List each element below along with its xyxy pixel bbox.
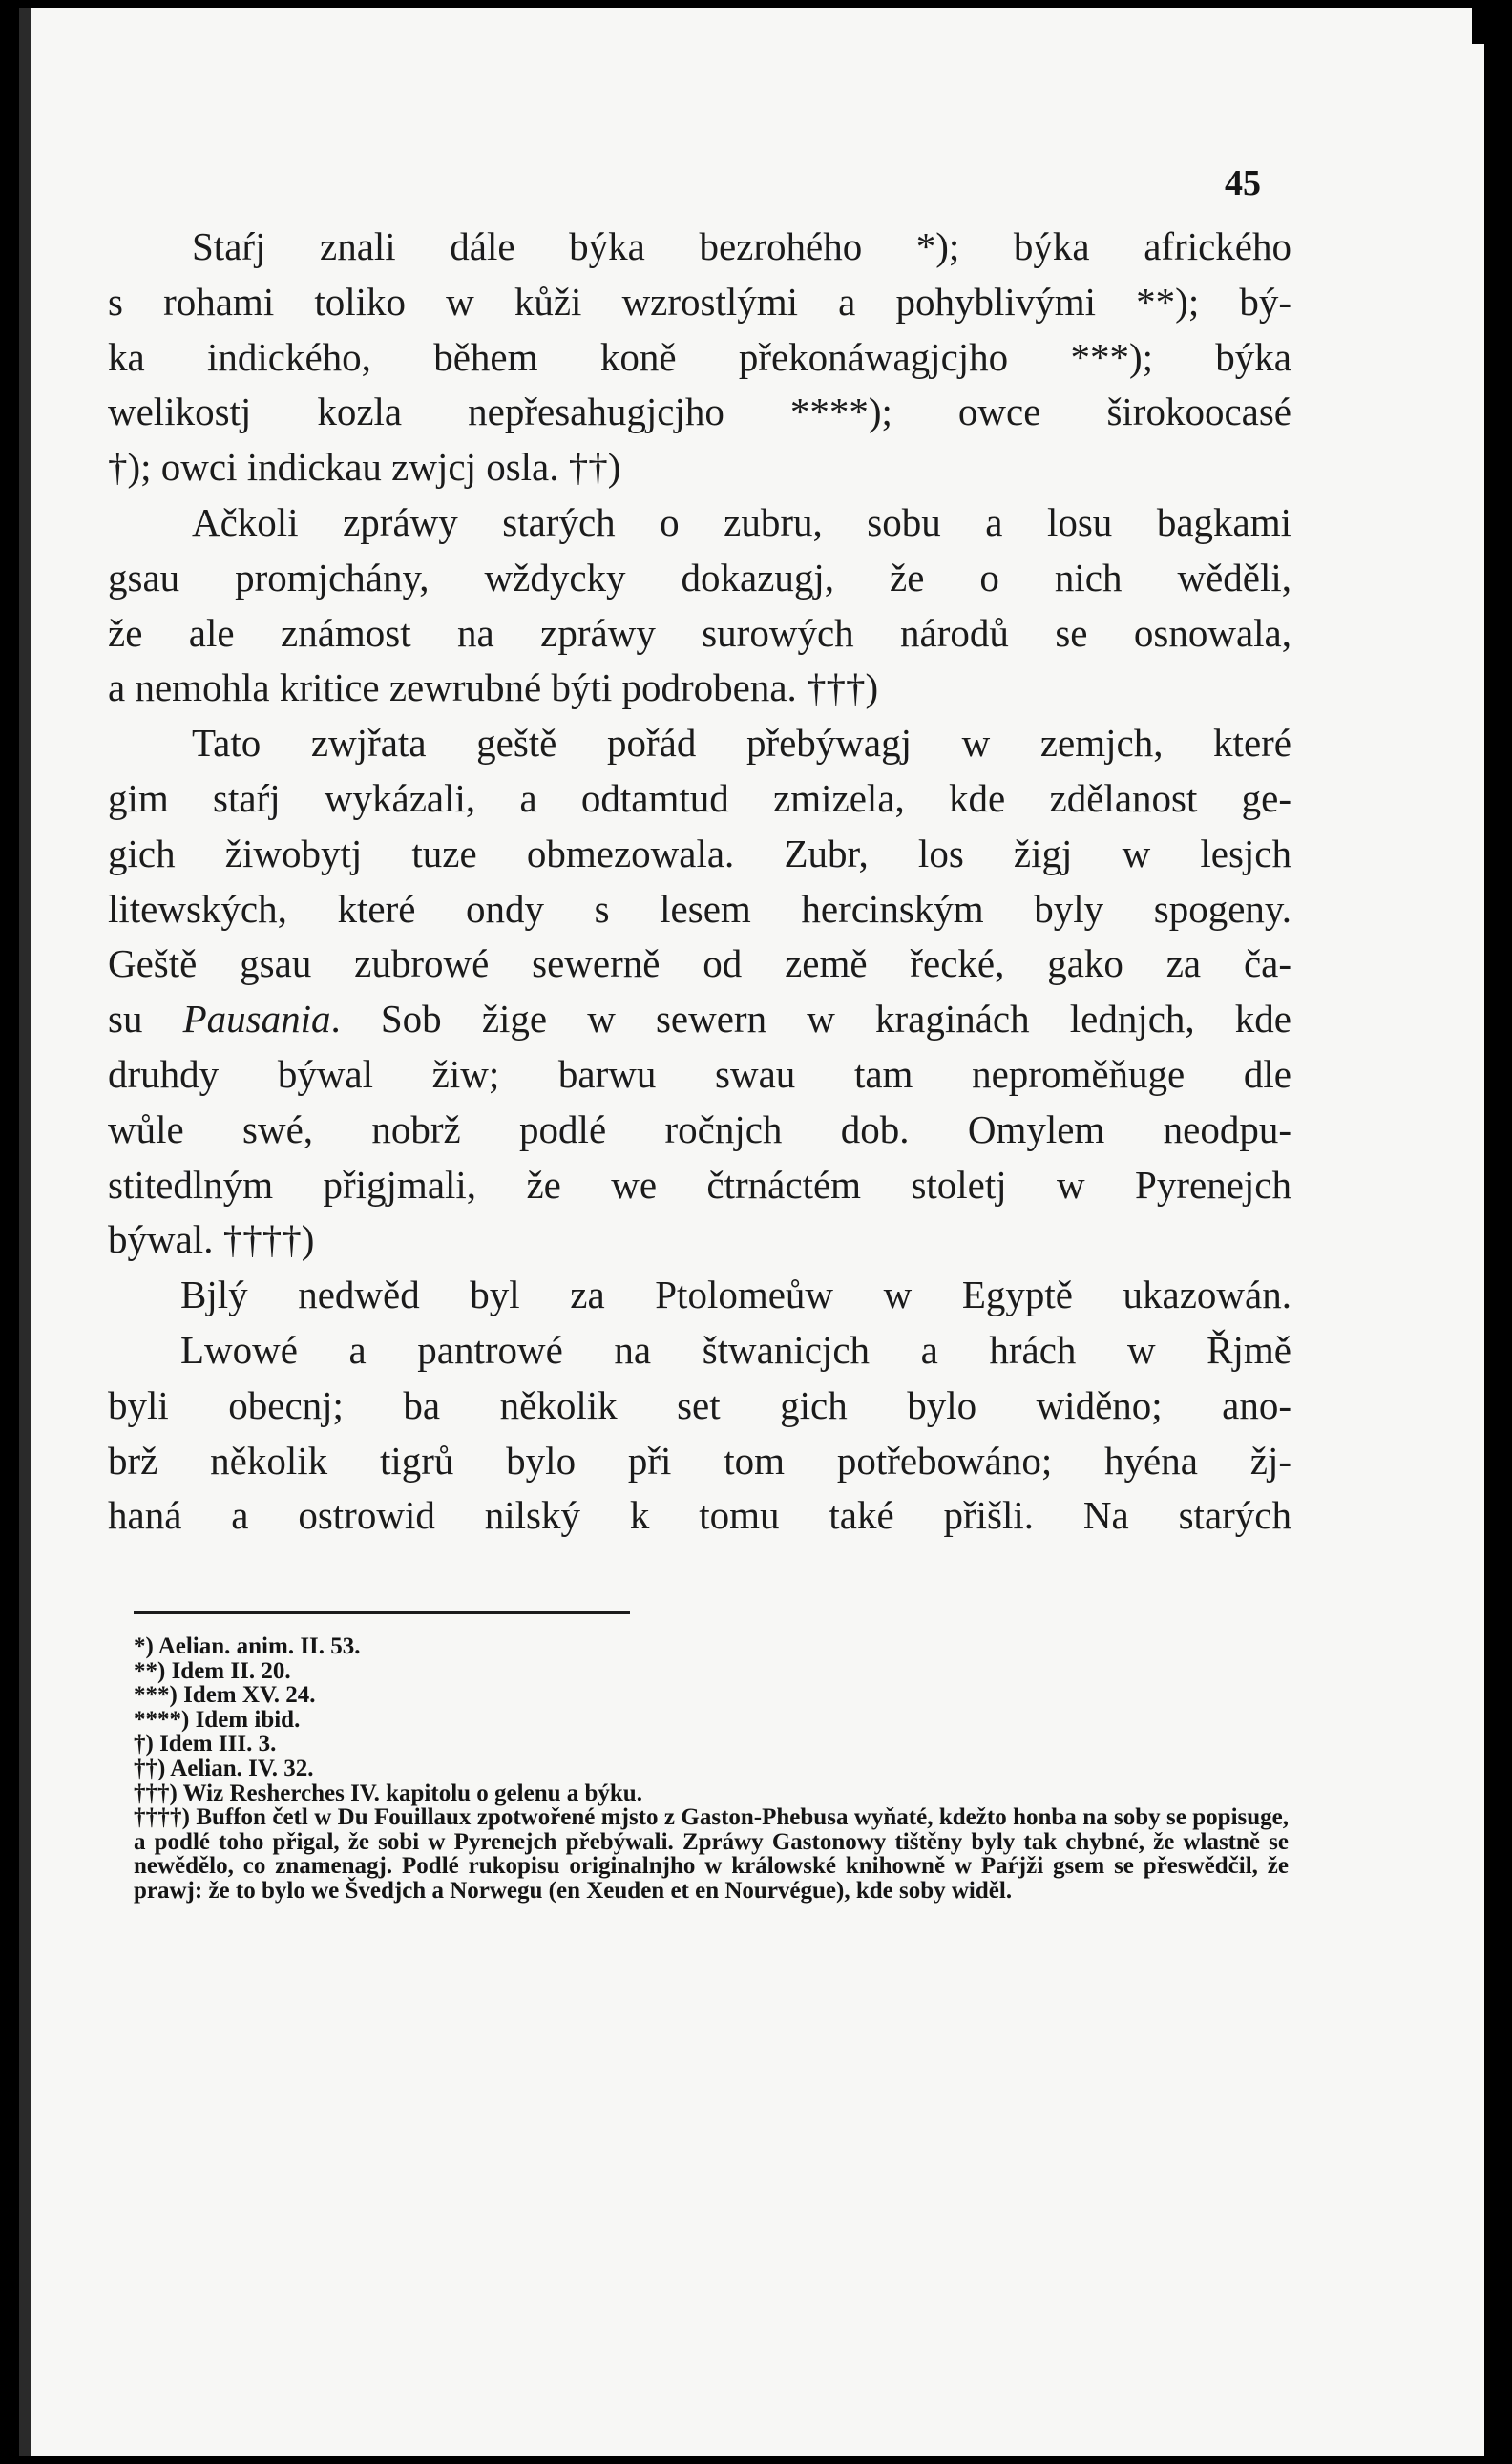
page-binding-edge	[19, 8, 31, 2456]
text-line: gsau promjchány, wždycky dokazugj, že o nich wěděli,	[108, 555, 1292, 600]
text-line: su Pausania. Sob žige w sewern w kraginách lednjch, kde	[108, 997, 1292, 1042]
text-line: †); owci indickau zwjcj osla. ††)	[108, 445, 621, 490]
scan-corner	[1472, 8, 1499, 44]
text-line: gim staŕj wykázali, a odtamtud zmizela, kde zdělanost ge-	[108, 775, 1292, 820]
footnotes	[134, 1634, 1289, 1904]
text-line: Ačkoli zpráwy starých o zubru, sobu a losu bagkami	[192, 499, 1292, 544]
text-line: Tato zwjřata geště pořád přebýwagj w zemjch, které	[192, 721, 1292, 766]
text-line: s rohami toliko w kůži wzrostlými a pohyblivými **); bý-	[108, 279, 1292, 324]
text-line: brž několik tigrů bylo při tom potřebowáno; hyéna žj-	[108, 1438, 1292, 1483]
text-line: druhdy býwal žiw; barwu swau tam neproměňuge dle	[108, 1051, 1292, 1096]
text-line: Staŕj znali dále býka bezrohého *); býka afrického	[192, 224, 1292, 268]
footnote: *) Aelian. anim. II. 53.	[134, 1633, 361, 1659]
text-line: litewských, které ondy s lesem hercinským byly spogeny.	[108, 886, 1292, 931]
text-line: a nemohla kritice zewrubné býti podrobena. †††)	[108, 665, 879, 710]
page-number: 45	[1225, 163, 1261, 203]
text-line: ka indického, během koně překonáwagjcjho ***); býka	[108, 334, 1292, 379]
footnote: ††††) Buffon četl w Du Fouillaux zpotwořené mjsto z Gaston-Phebusa wyňaté, kdežto honba na soby se popisuge, a podlé toho přigal, že sobi w Pyrenejch přebýwali. Zpráwy Gastonowy tištěny byly tak chybné, že wlastně se newědělo, co znamenagj. Podlé rukopisu originalnjho w králowské knihowně w Paŕjži gsem se přeswědčil, že prawj: že to bylo we Švedjch a Norwegu (en Xeuden et en Nourvégue), kde soby widěl.	[134, 1804, 1289, 1904]
text-line: wůle swé, nobrž podlé ročnjch dob. Omylem neodpu-	[108, 1106, 1292, 1151]
text-line: byli obecnj; ba několik set gich bylo widěno; ano-	[108, 1382, 1292, 1427]
footnote: ††) Aelian. IV. 32.	[134, 1755, 314, 1781]
footnote: ****) Idem ibid.	[134, 1706, 301, 1733]
footnote-divider	[134, 1611, 630, 1614]
main-text	[108, 220, 1292, 1544]
text-line: Bjlý nedwěd byl za Ptolomeůw w Egyptě ukazowán.	[180, 1273, 1292, 1317]
footnote: †) Idem III. 3.	[134, 1731, 277, 1758]
text-line: gich žiwobytj tuze obmezowala. Zubr, los žigj w lesjch	[108, 831, 1292, 875]
text-line: stitedlným přigjmali, že we čtrnáctém stoletj w Pyrenejch	[108, 1162, 1292, 1207]
footnote: †††) Wiz Resherches IV. kapitolu o gelenu a býku.	[134, 1780, 642, 1806]
footnote: ***) Idem XV. 24.	[134, 1682, 316, 1709]
author-name: Pausania	[182, 997, 331, 1042]
footnote: **) Idem II. 20.	[134, 1657, 291, 1684]
text-line: Lwowé a pantrowé na štwanicjch a hrách w Řjmě	[180, 1327, 1292, 1372]
text-line: býwal. ††††)	[108, 1217, 315, 1262]
text-line: welikostj kozla nepřesahugjcjho ****); owce širokoocasé	[108, 390, 1292, 434]
text-line: že ale známost na zpráwy surowých národů se osnowala,	[108, 610, 1292, 655]
text-line: haná a ostrowid nilský k tomu také přišli. Na starých	[108, 1493, 1292, 1538]
text-line: Geště gsau zubrowé sewerně od země řecké, gako za ča-	[108, 941, 1292, 986]
